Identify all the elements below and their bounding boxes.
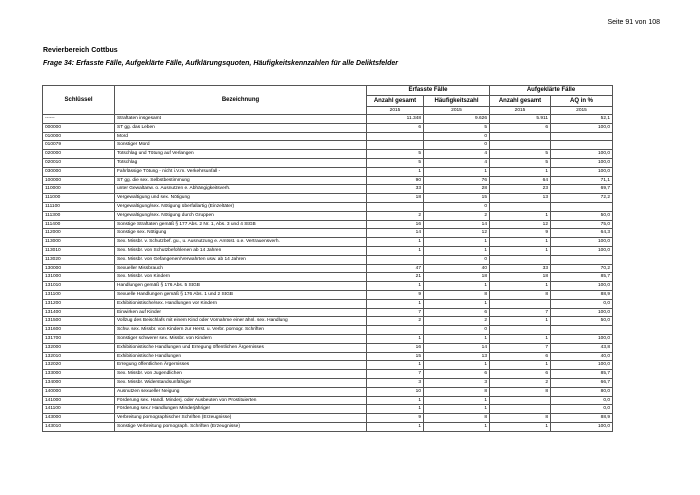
cell-solved: [490, 141, 551, 150]
cell-solved: 1: [490, 422, 551, 431]
cell-key: ------: [43, 115, 115, 124]
table-row: [43, 141, 613, 150]
cell-rate: 80,0: [551, 387, 613, 396]
cell-rate: 64,3: [551, 229, 613, 238]
cell-frequency: 12: [424, 229, 490, 238]
cell-key: 113000: [43, 238, 115, 247]
cell-total: 21: [367, 273, 424, 282]
cell-key: 111400: [43, 220, 115, 229]
cell-key: 010079: [43, 141, 115, 150]
cell-total: 11.348: [367, 115, 424, 124]
cell-rate: 85,7: [551, 273, 613, 282]
cell-label: Exhibitionistische Handlungen und Erregung öffentlichen Ärgernisses: [115, 343, 367, 352]
cell-total: 5: [367, 158, 424, 167]
cell-rate: 100,0: [551, 167, 613, 176]
cell-frequency: 4: [424, 150, 490, 159]
cell-solved: [490, 299, 551, 308]
cell-rate: 88,9: [551, 290, 613, 299]
table-row: [43, 150, 613, 159]
table-row: [43, 343, 613, 352]
cell-solved: 1: [490, 317, 551, 326]
cell-label: Sexuelle Handlungen gemäß § 176 Abs. 1 und 2 StGB: [115, 290, 367, 299]
cell-label: Förderung sex. Handl. Minderj. oder Ausbeuten von Prostituierten: [115, 396, 367, 405]
cell-frequency: 1: [424, 405, 490, 414]
statistics-table: [42, 85, 613, 432]
cell-total: 7: [367, 308, 424, 317]
table-row: [43, 185, 613, 194]
cell-label: Fahrlässige Tötung - nicht i.V.m. Verkehrsunfall -: [115, 167, 367, 176]
cell-frequency: 1: [424, 282, 490, 291]
cell-label: Sonstiger Mord: [115, 141, 367, 150]
cell-rate: 100,0: [551, 422, 613, 431]
cell-label: Förderung sex.r Handlungen Minderjähriger: [115, 405, 367, 414]
cell-rate: 100,0: [551, 238, 613, 247]
cell-rate: 100,0: [551, 308, 613, 317]
cell-key: 111000: [43, 194, 115, 203]
cell-total: 1: [367, 282, 424, 291]
cell-label: Mord: [115, 132, 367, 141]
cell-frequency: 1: [424, 334, 490, 343]
cell-frequency: 2: [424, 317, 490, 326]
cell-label: Einwirken auf Kinder: [115, 308, 367, 317]
table-row: [43, 202, 613, 211]
cell-frequency: 6: [424, 370, 490, 379]
cell-label: Verbreitung pornographischer Schriften (Erzeugnisse): [115, 414, 367, 423]
cell-total: 5: [367, 150, 424, 159]
table-row: [43, 326, 613, 335]
cell-total: [367, 132, 424, 141]
cell-label: ST gg. das Leben: [115, 123, 367, 132]
cell-solved: 12: [490, 220, 551, 229]
cell-key: 131400: [43, 308, 115, 317]
column-header-rate: AQ in %: [551, 96, 613, 107]
cell-rate: 75,0: [551, 220, 613, 229]
cell-rate: 85,7: [551, 370, 613, 379]
table-body: [43, 115, 613, 432]
table-row: [43, 317, 613, 326]
cell-frequency: 14: [424, 343, 490, 352]
cell-total: 1: [367, 299, 424, 308]
cell-frequency: 8: [424, 290, 490, 299]
cell-total: 2: [367, 211, 424, 220]
cell-frequency: 8: [424, 387, 490, 396]
cell-frequency: 1: [424, 422, 490, 431]
cell-total: 16: [367, 220, 424, 229]
cell-label: Sonstiger schwerer sex. Missbr. von Kindern: [115, 334, 367, 343]
cell-key: 030000: [43, 167, 115, 176]
cell-solved: 1: [490, 282, 551, 291]
table-row: [43, 255, 613, 264]
cell-label: Exhibitionistische Handlungen: [115, 352, 367, 361]
cell-key: 131700: [43, 334, 115, 343]
cell-rate: 71,1: [551, 176, 613, 185]
column-header-label: Bezeichnung: [115, 86, 367, 115]
cell-label: Sex. Missbr. von Gefangenen/Verwahrten usw. ab 14 Jahren: [115, 255, 367, 264]
cell-solved: 2: [490, 378, 551, 387]
cell-solved: 8: [490, 387, 551, 396]
cell-label: Sonstige sex. Nötigung: [115, 229, 367, 238]
cell-key: 141000: [43, 396, 115, 405]
cell-frequency: 0: [424, 202, 490, 211]
cell-key: 140000: [43, 387, 115, 396]
cell-total: 10: [367, 387, 424, 396]
cell-key: 111300: [43, 211, 115, 220]
table-row: [43, 158, 613, 167]
cell-total: 1: [367, 246, 424, 255]
cell-label: Sonstige Straftaten gemäß § 177 Abs. 2 Nr. 1, Abs. 3 und 4 StGB: [115, 220, 367, 229]
cell-solved: 33: [490, 264, 551, 273]
cell-rate: 100,0: [551, 150, 613, 159]
year-cell: 2015: [551, 107, 613, 115]
column-header-solved-total: Anzahl gesamt: [490, 96, 551, 107]
table-row: [43, 211, 613, 220]
cell-key: 131000: [43, 273, 115, 282]
cell-frequency: 0: [424, 255, 490, 264]
cell-solved: [490, 405, 551, 414]
cell-key: 141100: [43, 405, 115, 414]
cell-rate: 69,7: [551, 185, 613, 194]
cell-frequency: 5: [424, 123, 490, 132]
cell-label: Schw. sex. Missbr. von Kindern zur Herst. u. Verbr. pornogr. Schriften: [115, 326, 367, 335]
cell-label: Vergewaltigung und sex. Nötigung: [115, 194, 367, 203]
cell-label: Ausnutzen sexueller Neigung: [115, 387, 367, 396]
page-number: Seite 91 von 108: [607, 19, 660, 26]
cell-label: Exhibitionistische/sex. Handlungen vor Kindern: [115, 299, 367, 308]
cell-key: 112000: [43, 229, 115, 238]
table-row: [43, 361, 613, 370]
cell-rate: [551, 326, 613, 335]
table-row: [43, 290, 613, 299]
cell-key: 130000: [43, 264, 115, 273]
region-title: Revierbereich Cottbus: [43, 47, 118, 54]
cell-solved: 1: [490, 334, 551, 343]
cell-solved: 1: [490, 361, 551, 370]
cell-label: unter Gewaltanw. o. Ausnutzen e. Abhängigkeitsverh.: [115, 185, 367, 194]
cell-total: [367, 255, 424, 264]
cell-label: Sex. Missbr. v. Schutzbef. gu., u. Ausnutzung e. Amtsst. o.e. Vertrauensverh.: [115, 238, 367, 247]
cell-solved: 6: [490, 123, 551, 132]
cell-rate: 0,0: [551, 396, 613, 405]
table-row: [43, 123, 613, 132]
cell-rate: 100,0: [551, 123, 613, 132]
cell-rate: 0,0: [551, 299, 613, 308]
cell-solved: 7: [490, 308, 551, 317]
cell-solved: 5.911: [490, 115, 551, 124]
cell-rate: 100,0: [551, 334, 613, 343]
cell-total: 47: [367, 264, 424, 273]
table-row: [43, 308, 613, 317]
cell-rate: 50,0: [551, 211, 613, 220]
cell-frequency: 1: [424, 396, 490, 405]
cell-solved: 7: [490, 343, 551, 352]
cell-total: 1: [367, 238, 424, 247]
cell-label: Sexueller Missbrauch: [115, 264, 367, 273]
cell-total: 1: [367, 361, 424, 370]
cell-rate: 88,9: [551, 414, 613, 423]
cell-total: 6: [367, 123, 424, 132]
cell-total: 16: [367, 343, 424, 352]
cell-solved: 64: [490, 176, 551, 185]
cell-total: [367, 202, 424, 211]
cell-frequency: 6: [424, 308, 490, 317]
year-cell: 2015: [367, 107, 424, 115]
cell-solved: 23: [490, 185, 551, 194]
cell-label: ST gg. die sex. Selbstbestimmung: [115, 176, 367, 185]
cell-total: 33: [367, 185, 424, 194]
cell-solved: 1: [490, 246, 551, 255]
cell-total: 15: [367, 352, 424, 361]
table-row: [43, 246, 613, 255]
cell-frequency: 13: [424, 352, 490, 361]
cell-key: 100000: [43, 176, 115, 185]
cell-key: 110000: [43, 185, 115, 194]
cell-frequency: 9.626: [424, 115, 490, 124]
cell-rate: [551, 141, 613, 150]
cell-total: 1: [367, 422, 424, 431]
cell-total: 14: [367, 229, 424, 238]
group-header-recorded: Erfasste Fälle: [367, 86, 490, 96]
table-row: [43, 264, 613, 273]
table-row: [43, 387, 613, 396]
cell-total: 18: [367, 194, 424, 203]
cell-frequency: 76: [424, 176, 490, 185]
cell-rate: 40,0: [551, 352, 613, 361]
cell-rate: 100,0: [551, 246, 613, 255]
cell-rate: 70,2: [551, 264, 613, 273]
cell-total: 9: [367, 414, 424, 423]
cell-frequency: 0: [424, 141, 490, 150]
question-title: Frage 34: Erfasste Fälle, Aufgeklärte Fälle, Aufklärungsquoten, Häufigkeitskennzahlen für alle Deliktsfelder: [43, 60, 399, 67]
table-row: [43, 115, 613, 124]
cell-solved: 13: [490, 194, 551, 203]
cell-total: 9: [367, 290, 424, 299]
cell-solved: [490, 396, 551, 405]
cell-frequency: 28: [424, 185, 490, 194]
cell-key: 000000: [43, 123, 115, 132]
cell-key: 020010: [43, 158, 115, 167]
cell-label: Vollzug des Beischlafs mit einem Kind oder Vornahme einer ähnl. sex. Handlung: [115, 317, 367, 326]
cell-total: 1: [367, 405, 424, 414]
cell-solved: [490, 132, 551, 141]
table-row: [43, 378, 613, 387]
table-row: [43, 396, 613, 405]
cell-frequency: 1: [424, 299, 490, 308]
year-cell: 2015: [424, 107, 490, 115]
cell-solved: [490, 326, 551, 335]
cell-label: Sex. Missbr. von Jugendlichen: [115, 370, 367, 379]
cell-solved: [490, 202, 551, 211]
cell-label: Sex. Missbr. von Kindern: [115, 273, 367, 282]
cell-solved: 1: [490, 167, 551, 176]
cell-frequency: 4: [424, 158, 490, 167]
cell-label: Sex. Missbr. Widerstandsunfähiger: [115, 378, 367, 387]
cell-frequency: 0: [424, 326, 490, 335]
cell-frequency: 14: [424, 220, 490, 229]
cell-rate: [551, 132, 613, 141]
cell-rate: 43,8: [551, 343, 613, 352]
cell-key: 131500: [43, 317, 115, 326]
cell-label: Sonstige Verbreitung pornograph. Schriften (Erzeugnisse): [115, 422, 367, 431]
cell-key: 131010: [43, 282, 115, 291]
cell-total: 7: [367, 370, 424, 379]
cell-frequency: 15: [424, 194, 490, 203]
cell-solved: 8: [490, 290, 551, 299]
cell-frequency: 1: [424, 238, 490, 247]
cell-key: 143010: [43, 422, 115, 431]
column-header-total: Anzahl gesamt: [367, 96, 424, 107]
cell-rate: 72,2: [551, 194, 613, 203]
table-row: [43, 299, 613, 308]
table-row: [43, 405, 613, 414]
cell-solved: 6: [490, 352, 551, 361]
cell-key: 143000: [43, 414, 115, 423]
cell-total: 3: [367, 378, 424, 387]
cell-label: Straftaten insgesamt: [115, 115, 367, 124]
cell-rate: 100,0: [551, 282, 613, 291]
cell-frequency: 0: [424, 132, 490, 141]
cell-key: 131200: [43, 299, 115, 308]
table-row: [43, 229, 613, 238]
cell-total: [367, 141, 424, 150]
table-row: [43, 176, 613, 185]
cell-solved: 6: [490, 370, 551, 379]
cell-rate: 52,1: [551, 115, 613, 124]
cell-solved: 1: [490, 211, 551, 220]
cell-rate: [551, 202, 613, 211]
cell-key: 020000: [43, 150, 115, 159]
cell-key: 111100: [43, 202, 115, 211]
cell-key: 134000: [43, 378, 115, 387]
cell-key: 010000: [43, 132, 115, 141]
table-row: [43, 238, 613, 247]
cell-frequency: 1: [424, 167, 490, 176]
cell-key: 113010: [43, 246, 115, 255]
cell-key: 132000: [43, 343, 115, 352]
cell-label: Erregung öffentlichen Ärgernisses: [115, 361, 367, 370]
cell-label: Totschlag und Tötung auf Verlangen: [115, 150, 367, 159]
cell-key: 133000: [43, 370, 115, 379]
cell-solved: 18: [490, 273, 551, 282]
cell-key: 113020: [43, 255, 115, 264]
cell-frequency: 18: [424, 273, 490, 282]
cell-rate: 0,0: [551, 405, 613, 414]
cell-total: 90: [367, 176, 424, 185]
cell-frequency: 1: [424, 361, 490, 370]
cell-key: 131100: [43, 290, 115, 299]
table-row: [43, 167, 613, 176]
cell-total: [367, 326, 424, 335]
cell-label: Handlungen gemäß § 176 Abs. 5 StGB: [115, 282, 367, 291]
column-header-key: Schlüssel: [43, 86, 115, 115]
table-row: [43, 370, 613, 379]
cell-solved: 5: [490, 150, 551, 159]
cell-frequency: 3: [424, 378, 490, 387]
table-row: [43, 422, 613, 431]
cell-label: Totschlag: [115, 158, 367, 167]
table-row: [43, 334, 613, 343]
cell-frequency: 1: [424, 246, 490, 255]
table-row: [43, 273, 613, 282]
cell-solved: 8: [490, 414, 551, 423]
group-header-solved: Aufgeklärte Fälle: [490, 86, 613, 96]
cell-key: 132010: [43, 352, 115, 361]
cell-total: 1: [367, 167, 424, 176]
cell-total: 2: [367, 317, 424, 326]
table-row: [43, 220, 613, 229]
cell-solved: 5: [490, 158, 551, 167]
cell-rate: 66,7: [551, 378, 613, 387]
cell-rate: 50,0: [551, 317, 613, 326]
cell-solved: 9: [490, 229, 551, 238]
cell-frequency: 8: [424, 414, 490, 423]
cell-frequency: 40: [424, 264, 490, 273]
cell-label: Vergewaltigung/sex. Nötigung durch Gruppen: [115, 211, 367, 220]
cell-total: 1: [367, 396, 424, 405]
cell-key: 132020: [43, 361, 115, 370]
cell-frequency: 2: [424, 211, 490, 220]
cell-key: 131600: [43, 326, 115, 335]
cell-rate: 100,0: [551, 361, 613, 370]
table-row: [43, 194, 613, 203]
cell-total: 1: [367, 334, 424, 343]
cell-solved: [490, 255, 551, 264]
cell-label: Vergewaltigung/sex. Nötigung überfallartig (Einzeltäter): [115, 202, 367, 211]
table-row: [43, 132, 613, 141]
table-row: [43, 352, 613, 361]
cell-solved: 1: [490, 238, 551, 247]
cell-label: Sex. Missbr. von Schutzbefohlenen ab 14 Jahren: [115, 246, 367, 255]
table-row: [43, 414, 613, 423]
column-header-frequency: Häufigkeitszahl: [424, 96, 490, 107]
table-row: [43, 282, 613, 291]
cell-rate: 100,0: [551, 158, 613, 167]
year-cell: 2015: [490, 107, 551, 115]
cell-rate: [551, 255, 613, 264]
